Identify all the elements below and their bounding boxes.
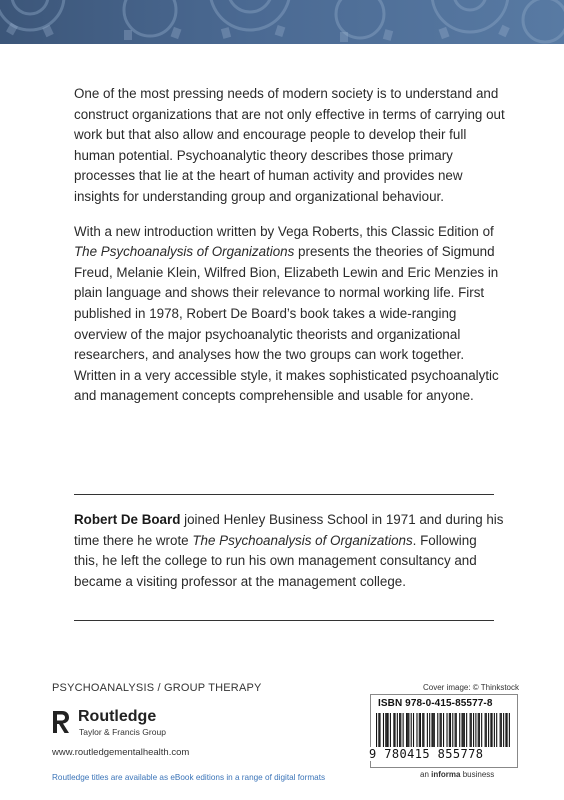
- routledge-logo: [50, 706, 190, 740]
- author-name: Robert De Board: [74, 512, 181, 527]
- bio-part-a: joined Henley Business School in 1971 and during his time there he wrote: [74, 512, 504, 548]
- top-banner: [0, 0, 564, 44]
- barcode-bar: [422, 713, 423, 747]
- barcode-bar: [390, 713, 391, 747]
- barcode-bar: [437, 713, 438, 747]
- barcode-bar: [475, 713, 476, 747]
- barcode-bar: [399, 713, 400, 747]
- bio-part-b: . Following this, he left the college to run his own management consultancy and became a visiting professor at the management college.: [74, 532, 477, 589]
- barcode-bar: [478, 713, 479, 747]
- isbn-label: ISBN 978-0-415-85577-8: [378, 698, 493, 709]
- barcode-bar: [406, 713, 407, 747]
- blurb-p2-part-b: presents the theories of Sigmund Freud, Melanie Klein, Wilfred Bion, Elizabeth Lewin and Eric Menzies in plain language and shows their relevance to normal working life. First published in 1978, Robert De Board’s book takes a wide-ranging overview of the major psychoanalytic theorists and organizational researchers, and analyses how the two groups can work together. Written in a very accessible style, it makes sophisticated psychoanalytic and management concepts comprehensible and usable for anyone.: [74, 244, 499, 404]
- barcode-bar: [507, 713, 508, 747]
- barcode-bar: [383, 713, 384, 747]
- barcode-bar: [443, 713, 444, 747]
- barcode-bar: [407, 713, 408, 747]
- barcode-bar: [429, 713, 430, 747]
- blurb-paragraph-2: [74, 222, 506, 407]
- barcode-bar: [434, 713, 435, 747]
- barcode-bar: [464, 713, 465, 747]
- barcode-bar: [416, 713, 417, 747]
- barcode-bar: [413, 713, 414, 747]
- barcode-bar: [379, 713, 380, 747]
- barcode-bar: [456, 713, 457, 747]
- barcode-bar: [419, 713, 420, 747]
- barcode-bar: [433, 713, 434, 747]
- barcode-bar: [378, 713, 379, 747]
- barcode-bar: [427, 713, 428, 747]
- bio-book-title: The Psychoanalysis of Organizations: [192, 532, 413, 548]
- informa-prefix: an: [420, 770, 432, 779]
- subject-category: PSYCHOANALYSIS / GROUP THERAPY: [52, 682, 262, 694]
- barcode-bar: [449, 713, 450, 747]
- barcode-bar: [459, 713, 460, 747]
- barcode-bar: [505, 713, 506, 747]
- barcode-bar: [500, 713, 501, 747]
- barcode-bar: [408, 713, 409, 747]
- barcode-bar: [423, 713, 424, 747]
- barcode-bar: [479, 713, 480, 747]
- barcode-bar: [452, 713, 453, 747]
- barcode-bar: [494, 713, 495, 747]
- divider-top: [74, 494, 494, 495]
- author-bio: [74, 510, 504, 592]
- barcode-bar: [503, 713, 504, 747]
- barcode-bar: [461, 713, 462, 747]
- gears-decoration: [0, 0, 564, 44]
- barcode-bar: [420, 713, 421, 747]
- barcode-bar: [441, 713, 442, 747]
- barcode-bar: [490, 713, 491, 747]
- publisher-website[interactable]: www.routledgementalhealth.com: [52, 747, 190, 758]
- barcode-bar: [376, 713, 377, 747]
- barcode-bar: [393, 713, 394, 747]
- divider-bottom: [74, 620, 494, 621]
- publisher-name: Routledge: [78, 708, 157, 725]
- barcode-bar: [481, 713, 482, 747]
- barcode-bar: [431, 713, 432, 747]
- barcode-bar: [400, 713, 401, 747]
- blurb-book-title: The Psychoanalysis of Organizations: [74, 244, 295, 260]
- barcode-bar: [496, 713, 497, 747]
- ebook-note: Routledge titles are available as eBook editions in a range of digital formats: [52, 773, 326, 782]
- barcode-bar: [385, 713, 386, 747]
- barcode-bar: [411, 713, 412, 747]
- barcode-bar: [466, 713, 467, 747]
- informa-suffix: business: [460, 770, 495, 779]
- publisher-group: Taylor & Francis Group: [79, 727, 166, 737]
- barcode-bar: [470, 713, 471, 747]
- barcode-bar: [492, 713, 493, 747]
- informa-business: [420, 770, 494, 779]
- barcode-bar: [386, 713, 387, 747]
- back-cover-blurb: [74, 84, 506, 421]
- barcode-bar: [488, 713, 489, 747]
- barcode-bar: [455, 713, 456, 747]
- barcode-bar: [397, 713, 398, 747]
- barcode-bar: [388, 713, 389, 747]
- barcode-bar: [394, 713, 395, 747]
- barcode-bar: [403, 713, 404, 747]
- blurb-p2-part-a: With a new introduction written by Vega Roberts, this Classic Edition of: [74, 223, 494, 239]
- barcode-bar: [509, 713, 510, 747]
- barcode-bar: [450, 713, 451, 747]
- informa-brand: informa: [431, 770, 461, 779]
- barcode-bar: [471, 713, 472, 747]
- barcode-bar: [501, 713, 502, 747]
- barcode-bar: [473, 713, 474, 747]
- barcode-bar: [485, 713, 486, 747]
- barcode-digits: 9 780415 855778: [369, 747, 484, 761]
- blurb-paragraph-1: One of the most pressing needs of modern society is to understand and construct organizations that are not only effective in terms of carrying out work but that also allow and encourage people to develop their full human potential. Psychoanalytic theory describes those primary processes that lie at the heart of human activity and provides new insights for understanding group and organizational behaviour.: [74, 86, 505, 204]
- barcode-bar: [463, 713, 464, 747]
- cover-image-credit: Cover image: © Thinkstock: [423, 683, 520, 692]
- barcode-bar: [486, 713, 487, 747]
- routledge-r-icon: [50, 706, 72, 738]
- barcode-bar: [446, 713, 447, 747]
- barcode-bar: [440, 713, 441, 747]
